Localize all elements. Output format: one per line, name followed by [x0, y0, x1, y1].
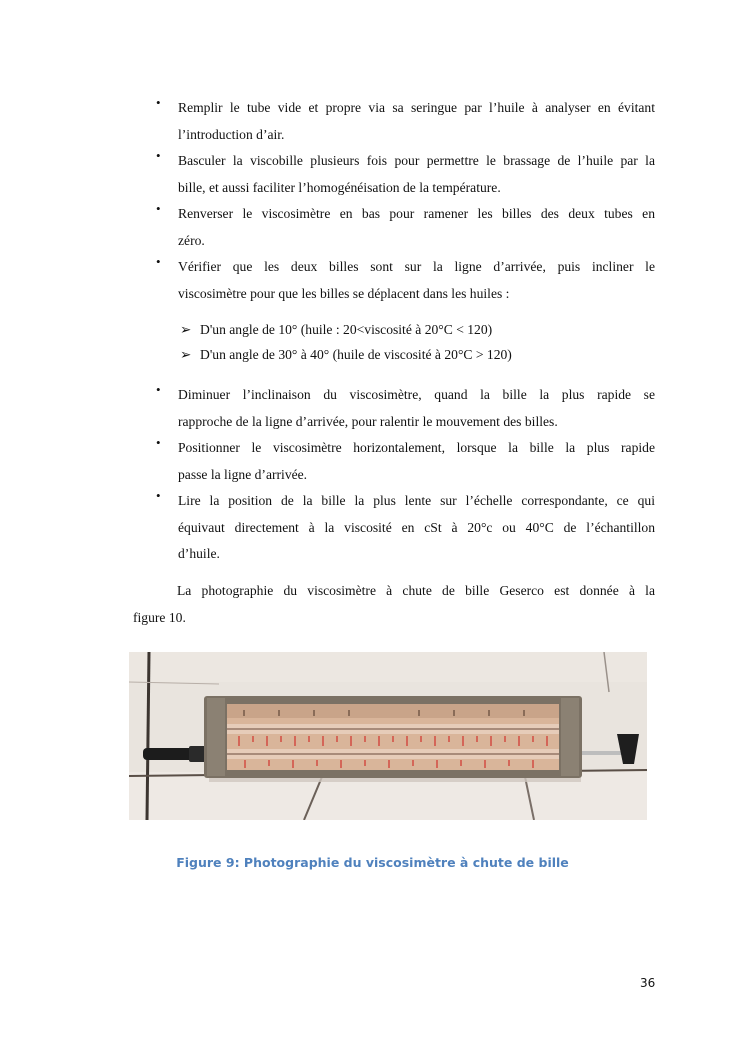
list-item-line: viscosimètre pour que les billes se déplacent dans les huiles : — [178, 285, 510, 301]
list-item-line: Vérifier que les deux billes sont sur la ligne d’arrivée, puis incliner le — [178, 259, 655, 274]
sub-list-item-text: D'un angle de 30° à 40° (huile de viscosité à 20°C > 120) — [200, 347, 512, 362]
viscometer-photo — [129, 652, 647, 820]
list-item-line: l’introduction d’air. — [178, 126, 285, 142]
bullet-marker: • — [156, 254, 161, 269]
bullet-marker: • — [156, 382, 161, 397]
list-item — [0, 95, 745, 148]
paragraph-line: La photographie du viscosimètre à chute de bille Geserco est donnée à la — [177, 583, 655, 598]
list-item-line: Positionner le viscosimètre horizontalement, lorsque la bille la plus rapide — [178, 440, 655, 455]
list-item-line: Basculer la viscobille plusieurs fois pour permettre le brassage de l’huile par la — [178, 153, 655, 168]
list-item — [0, 435, 745, 488]
list-item-line: Diminuer l’inclinaison du viscosimètre, quand la bille la plus rapide se — [178, 387, 655, 402]
bullet-list-b — [0, 382, 745, 568]
list-item — [0, 382, 745, 435]
list-item-line: équivaut directement à la viscosité en cSt à 20°c ou 40°C de l’échantillon — [178, 519, 655, 535]
bullet-marker: • — [156, 148, 161, 163]
list-item-line: passe la ligne d’arrivée. — [178, 466, 308, 482]
bullet-marker: • — [156, 488, 161, 503]
list-item-line: bille, et aussi faciliter l’homogénéisation de la température. — [178, 179, 501, 195]
paragraph-line: figure 10. — [133, 609, 186, 625]
list-item-line: rapproche de la ligne d’arrivée, pour ralentir le mouvement des billes. — [178, 413, 558, 429]
figure-caption: Figure 9: Photographie du viscosimètre à chute de bille — [176, 855, 569, 870]
list-item-line: d’huile. — [178, 546, 220, 561]
bullet-marker: • — [156, 435, 161, 450]
list-item-line: Renverser le viscosimètre en bas pour ramener les billes des deux tubes en — [178, 206, 655, 221]
arrow-bullet-icon: ➢ — [180, 347, 192, 362]
bullet-marker: • — [156, 201, 161, 216]
list-item-line: Remplir le tube vide et propre via sa seringue par l’huile à analyser en évitant — [178, 100, 655, 115]
sub-list-item — [180, 342, 512, 367]
list-item-line: Lire la position de la bille la plus lente sur l’échelle correspondante, ce qui — [178, 493, 655, 508]
list-item — [0, 148, 745, 201]
page-number: 36 — [640, 976, 656, 990]
list-item — [0, 488, 745, 568]
list-item-line: zéro. — [178, 232, 205, 248]
arrow-bullet-icon: ➢ — [180, 322, 192, 337]
sub-list-item-text: D'un angle de 10° (huile : 20<viscosité à 20°C < 120) — [200, 322, 493, 337]
bullet-marker: • — [156, 95, 161, 110]
list-item — [0, 201, 745, 254]
bullet-list-a — [0, 95, 745, 307]
sub-list-item — [180, 317, 492, 342]
body-paragraph — [133, 578, 655, 631]
list-item — [0, 254, 745, 307]
